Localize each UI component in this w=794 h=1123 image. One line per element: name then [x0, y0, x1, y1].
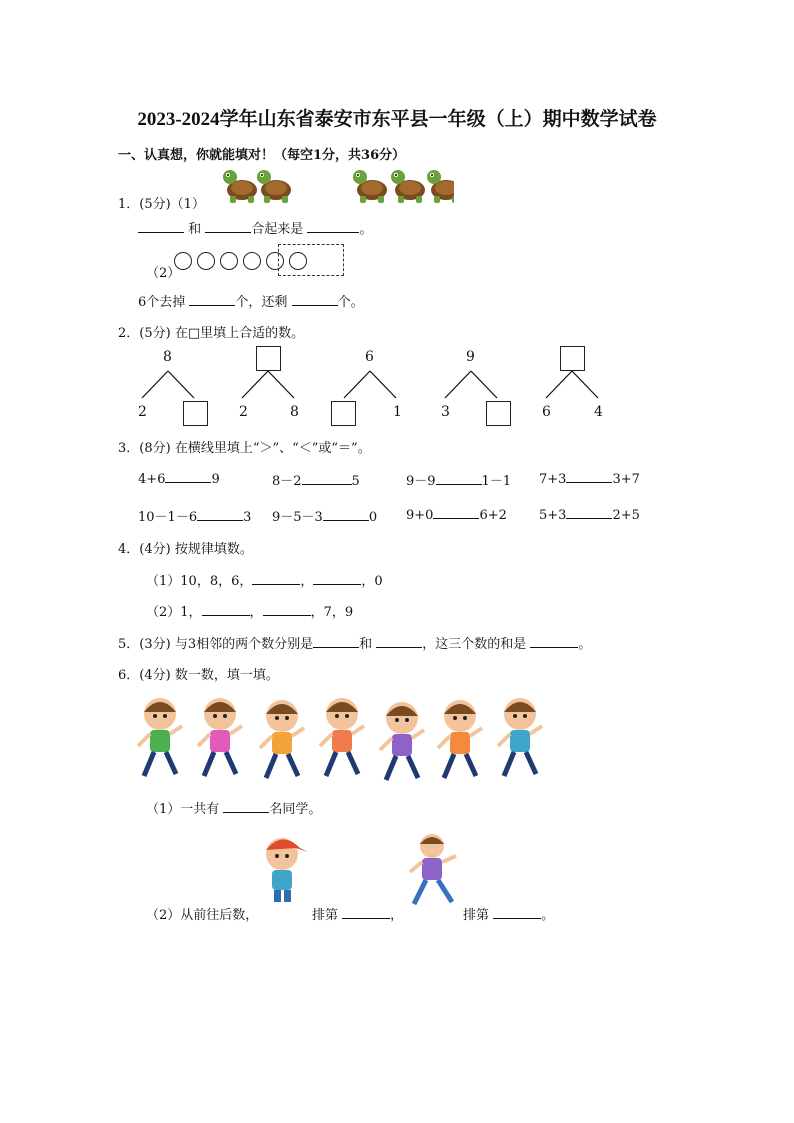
q6-part1: （1）一共有 名同学。 [146, 802, 322, 817]
bond-left-number: 6 [542, 404, 551, 420]
answer-blank[interactable] [323, 508, 369, 521]
running-kids-illustration [132, 688, 552, 784]
child-cap-icon [256, 826, 316, 910]
answer-box[interactable] [183, 401, 208, 426]
compare-item: 5+3 2+5 [539, 508, 640, 523]
answer-blank[interactable] [313, 635, 359, 648]
answer-box[interactable] [256, 346, 281, 371]
q4-sequence-2: （2）1， ， ，7，9 [146, 605, 354, 620]
bond-left-number: 3 [441, 404, 450, 420]
compare-item: 7+3 3+7 [539, 472, 640, 487]
q6-part2-first: 排第 ， [312, 908, 404, 923]
child-runner-icon [380, 702, 424, 780]
q6-part2-second: 排第 。 [463, 908, 555, 923]
child-runner-icon [438, 700, 482, 778]
answer-blank[interactable] [292, 293, 338, 306]
turtle-illustration [214, 166, 454, 206]
circle-shape [243, 252, 261, 270]
answer-blank[interactable] [433, 506, 479, 519]
answer-blank[interactable] [566, 506, 612, 519]
child-runner-icon [498, 698, 542, 776]
answer-blank[interactable] [197, 508, 243, 521]
child-runner-icon [320, 698, 364, 776]
dashed-group-box [278, 244, 344, 276]
q3-heading: 3．(8分) 在横线里填上“＞”、“＜”或“＝”。 [118, 441, 371, 456]
child-runner-icon [198, 698, 242, 776]
child-runner-icon [260, 700, 304, 778]
q1-line1: 和 合起来是 。 [138, 218, 372, 237]
answer-blank[interactable] [436, 472, 482, 485]
answer-blank[interactable] [263, 603, 311, 616]
child-runner-purple-icon [408, 830, 464, 912]
answer-blank[interactable] [307, 220, 359, 233]
answer-box[interactable] [486, 401, 511, 426]
answer-blank[interactable] [202, 603, 250, 616]
answer-blank[interactable] [566, 470, 612, 483]
bond-top-number: 9 [466, 349, 475, 365]
answer-blank[interactable] [205, 220, 251, 233]
child-runner-icon [138, 698, 182, 776]
turtle-icon [257, 170, 291, 203]
turtle-icon [353, 170, 387, 203]
answer-blank[interactable] [493, 906, 541, 919]
circle-shape [220, 252, 238, 270]
q4-sequence-1: （1）10，8，6， ， ，0 [146, 574, 383, 589]
section-heading: 一、认真想，你就能填对！（每空1分，共36分） [118, 148, 406, 163]
turtle-icon [223, 170, 257, 203]
answer-blank[interactable] [252, 572, 300, 585]
bond-right-number: 8 [290, 404, 299, 420]
answer-blank[interactable] [313, 572, 361, 585]
answer-box[interactable] [331, 401, 356, 426]
bond-top-number: 6 [365, 349, 374, 365]
answer-blank[interactable] [165, 470, 211, 483]
answer-blank[interactable] [189, 293, 235, 306]
q1-heading: 1．(5分)（1） [118, 197, 205, 212]
q2-heading: 2．(5分) 在□里填上合适的数。 [118, 326, 305, 341]
answer-blank[interactable] [302, 472, 352, 485]
compare-item: 8－2 5 [272, 474, 360, 489]
q5-question: 5．(3分) 与3相邻的两个数分别是 和 ，这三个数的和是 。 [118, 637, 592, 652]
turtle-icon [427, 170, 454, 203]
circle-shape [197, 252, 215, 270]
q1-line2: 6个去掉 个，还剩 个。 [138, 295, 364, 310]
answer-blank[interactable] [376, 635, 422, 648]
compare-item: 9－9 1－1 [406, 474, 512, 489]
compare-item: 10－1－6 3 [138, 510, 252, 525]
answer-blank[interactable] [138, 220, 184, 233]
q1-part2-label: （2） [146, 266, 181, 281]
answer-blank[interactable] [342, 906, 390, 919]
answer-box[interactable] [560, 346, 585, 371]
bond-right-number: 1 [393, 404, 402, 420]
bond-left-number: 2 [138, 404, 147, 420]
q4-heading: 4．(4分) 按规律填数。 [118, 542, 253, 557]
compare-item: 9－5－3 0 [272, 510, 378, 525]
bond-top-number: 8 [163, 349, 172, 365]
turtle-icon [391, 170, 425, 203]
answer-blank[interactable] [223, 800, 269, 813]
answer-blank[interactable] [530, 635, 578, 648]
bond-left-number: 2 [239, 404, 248, 420]
bond-right-number: 4 [594, 404, 603, 420]
q6-part2-prefix: （2）从前往后数， [146, 908, 259, 923]
compare-item: 4+6 9 [138, 472, 220, 487]
q6-heading: 6．(4分) 数一数，填一填。 [118, 668, 279, 683]
page-title: 2023-2024学年山东省泰安市东平县一年级（上）期中数学试卷 [137, 109, 657, 130]
compare-item: 9+0 6+2 [406, 508, 507, 523]
circle-shape [174, 252, 192, 270]
